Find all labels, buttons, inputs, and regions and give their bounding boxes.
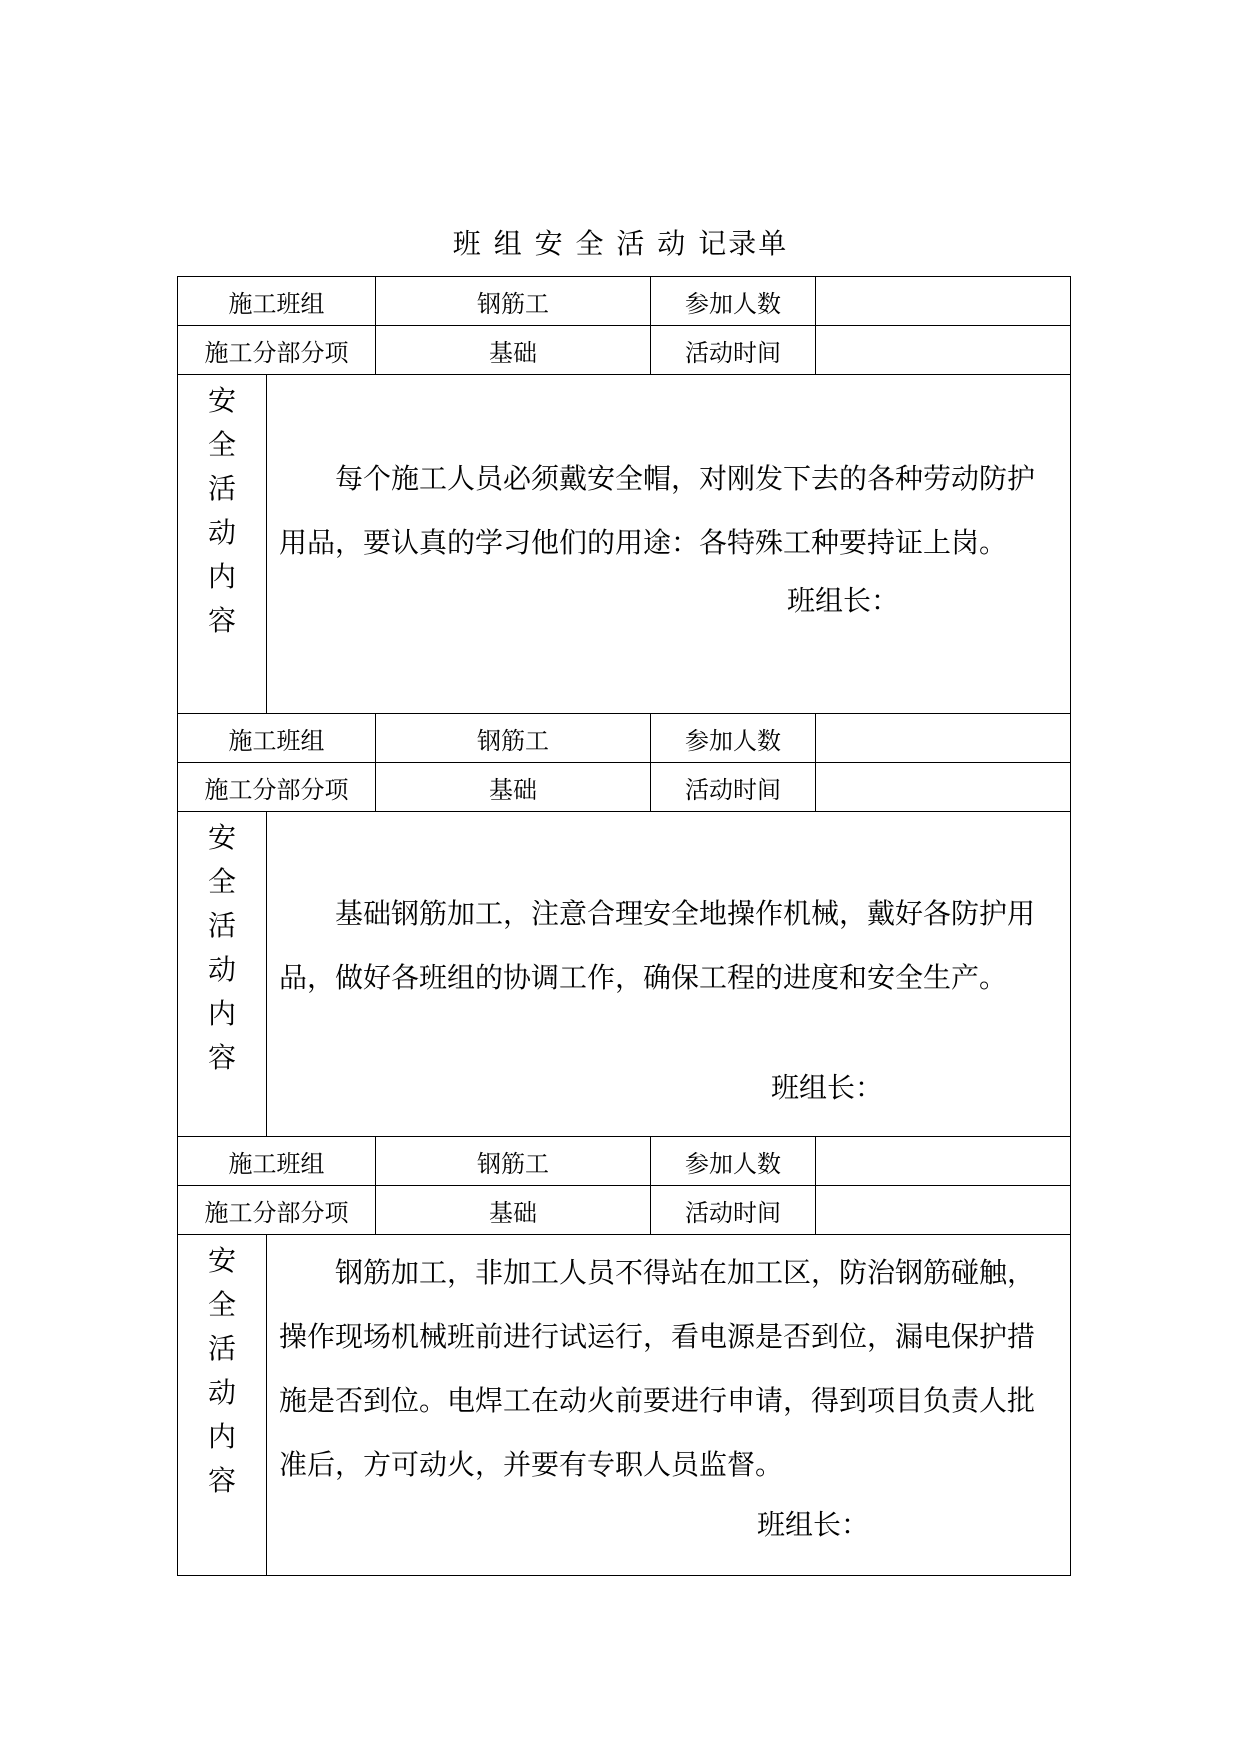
team-leader-label: 班组长： bbox=[771, 1071, 884, 1104]
subdivision-label: 施工分部分项 bbox=[178, 326, 376, 375]
record-2-subdivision-row bbox=[178, 763, 1071, 812]
participants-value bbox=[816, 1137, 1071, 1186]
activity-text: 钢筋加工，非加工人员不得站在加工区，防治钢筋碰触，操作现场机械班前进行试运行，看电源是否到位，漏电保护措施是否到位。电焊工在动火前要进行申请，得到项目负责人批准后，方可动火，并要有专职人员监督。 bbox=[279, 1256, 1036, 1481]
record-1-activity-row bbox=[178, 375, 1071, 714]
activity-content-label: 安 全 活 动 内 容 bbox=[178, 1235, 267, 1575]
activity-content-label: 安 全 活 动 内 容 bbox=[178, 375, 267, 713]
participants-label: 参加人数 bbox=[651, 277, 816, 326]
team-value: 钢筋工 bbox=[376, 714, 651, 763]
record-3-activity-row bbox=[178, 1235, 1071, 1576]
subdivision-value: 基础 bbox=[376, 763, 651, 812]
activity-text: 每个施工人员必须戴安全帽，对刚发下去的各种劳动防护用品，要认真的学习他们的用途：各特殊工种要持证上岗。 bbox=[279, 462, 1036, 559]
subdivision-label: 施工分部分项 bbox=[178, 1186, 376, 1235]
team-value: 钢筋工 bbox=[376, 1137, 651, 1186]
time-value bbox=[816, 1186, 1071, 1235]
team-leader-label: 班组长： bbox=[787, 584, 900, 617]
record-3-subdivision-row bbox=[178, 1186, 1071, 1235]
subdivision-label: 施工分部分项 bbox=[178, 763, 376, 812]
record-2-team-row bbox=[178, 714, 1071, 763]
record-3-team-row bbox=[178, 1137, 1071, 1186]
document-title: 班 组 安 全 活 动 记录单 bbox=[452, 227, 789, 260]
subdivision-value: 基础 bbox=[376, 326, 651, 375]
time-label: 活动时间 bbox=[651, 1186, 816, 1235]
team-label: 施工班组 bbox=[178, 277, 376, 326]
activity-content-label: 安 全 活 动 内 容 bbox=[178, 812, 267, 1136]
participants-value bbox=[816, 277, 1071, 326]
record-2-activity-row bbox=[178, 812, 1071, 1137]
record-1-subdivision-row bbox=[178, 326, 1071, 375]
team-value: 钢筋工 bbox=[376, 277, 651, 326]
team-leader-label: 班组长： bbox=[757, 1508, 870, 1541]
time-label: 活动时间 bbox=[651, 326, 816, 375]
activity-content bbox=[267, 375, 1070, 713]
activity-content bbox=[267, 1235, 1070, 1575]
participants-value bbox=[816, 714, 1071, 763]
safety-record-table bbox=[177, 276, 1071, 1576]
subdivision-value: 基础 bbox=[376, 1186, 651, 1235]
time-value bbox=[816, 763, 1071, 812]
activity-content bbox=[267, 812, 1070, 1136]
team-label: 施工班组 bbox=[178, 1137, 376, 1186]
time-value bbox=[816, 326, 1071, 375]
participants-label: 参加人数 bbox=[651, 1137, 816, 1186]
team-label: 施工班组 bbox=[178, 714, 376, 763]
record-1-team-row bbox=[178, 277, 1071, 326]
activity-text: 基础钢筋加工，注意合理安全地操作机械，戴好各防护用品，做好各班组的协调工作，确保工程的进度和安全生产。 bbox=[279, 897, 1036, 994]
participants-label: 参加人数 bbox=[651, 714, 816, 763]
time-label: 活动时间 bbox=[651, 763, 816, 812]
